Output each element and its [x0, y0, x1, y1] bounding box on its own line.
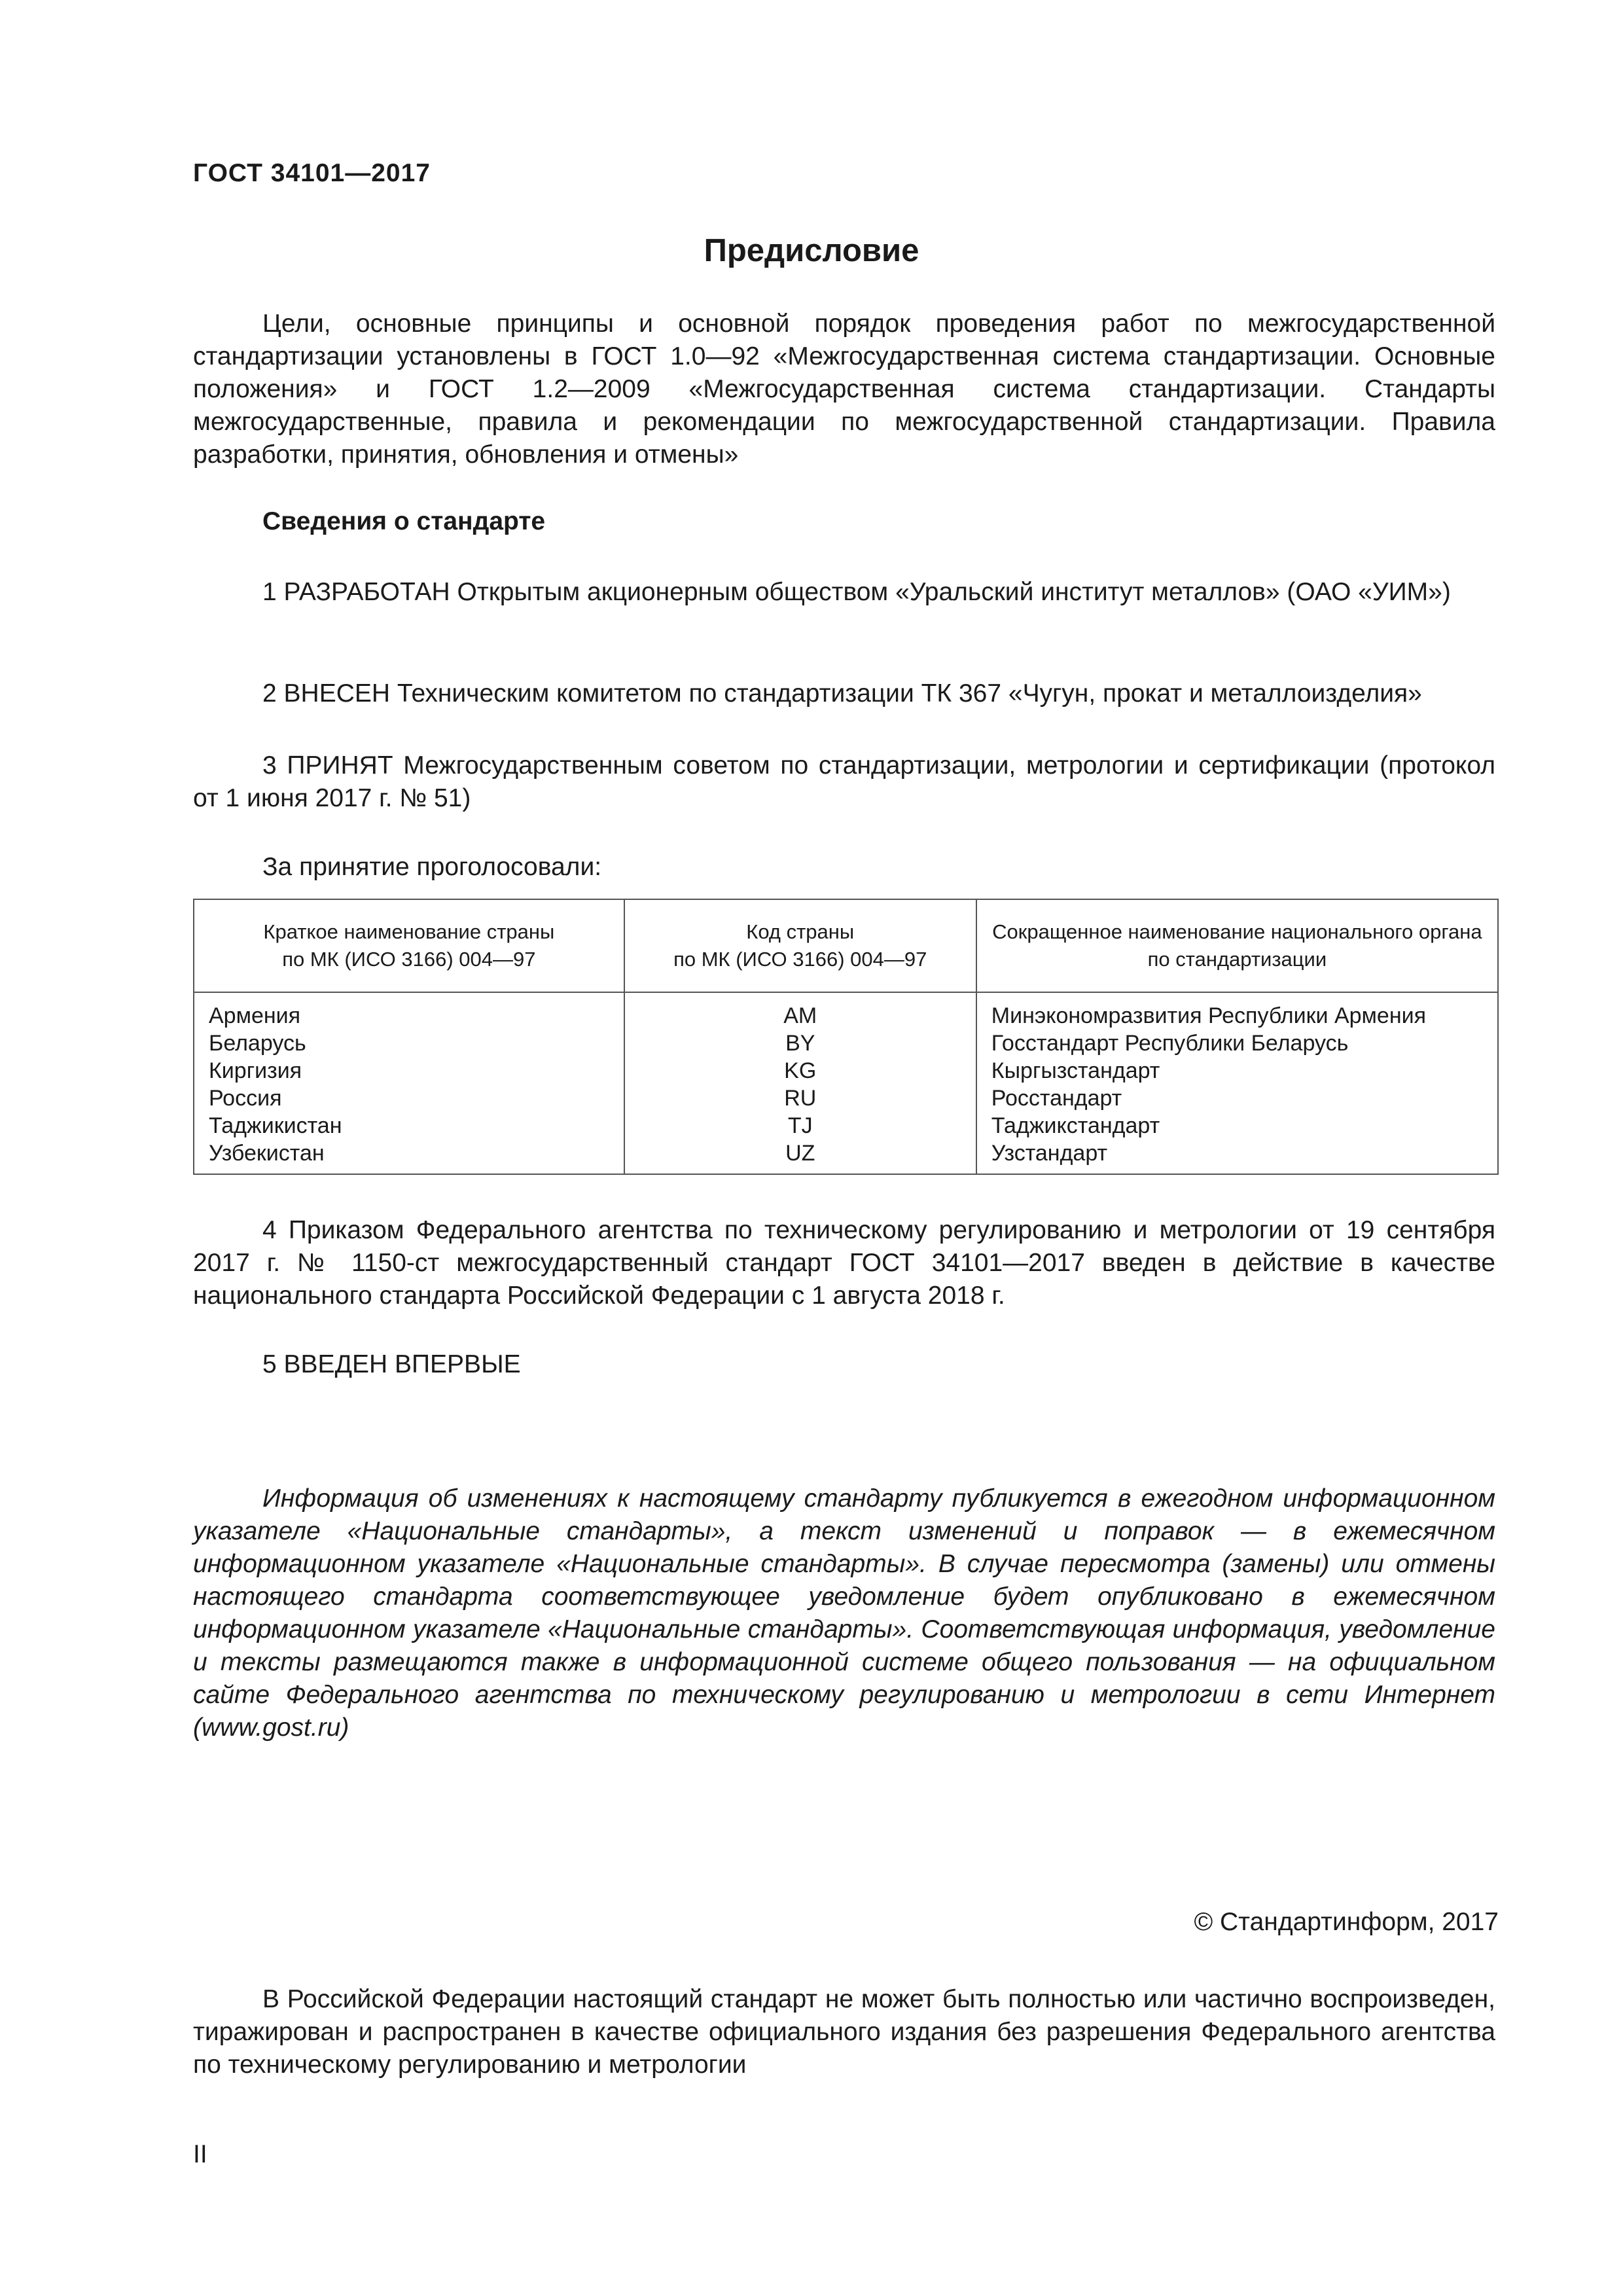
reproduction-notice-text: В Российской Федерации настоящий стандарт не может быть полностью или частично воспроизведен, тиражирован и распространен в качестве официального издания без разрешения Федерального агентства по техническому регулированию и метрологии	[193, 1985, 1495, 2079]
code-cell: KG	[784, 1058, 817, 1083]
body-cell: Росстандарт	[991, 1086, 1122, 1111]
item-first-text: 5 ВВЕДЕН ВПЕРВЫЕ	[262, 1350, 521, 1378]
intro-paragraph	[193, 308, 1495, 471]
document-code-header: ГОСТ 34101—2017	[193, 159, 431, 187]
body-cell: Минэкономразвития Республики Армения	[991, 1003, 1426, 1028]
country-cell: Армения	[209, 1003, 301, 1028]
item-adopted-text: 3 ПРИНЯТ Межгосударственным советом по стандартизации, метрологии и сертификации (протокол от 1 июня 2017 г. № 51)	[193, 751, 1495, 812]
body-cell: Узстандарт	[991, 1141, 1108, 1166]
voting-table	[193, 899, 1499, 1175]
item-adopted	[193, 749, 1495, 815]
item-first	[193, 1348, 1495, 1381]
code-column	[624, 992, 976, 1174]
page-title: Предисловие	[704, 233, 919, 268]
copyright: © Стандартинформ, 2017	[1194, 1908, 1499, 1936]
country-cell: Таджикистан	[209, 1113, 342, 1138]
code-cell: TJ	[787, 1113, 813, 1138]
header-body-line2: по стандартизации	[1147, 948, 1327, 971]
header-country	[194, 899, 624, 992]
code-cell: BY	[785, 1031, 815, 1056]
info-heading: Сведения о стандарте	[262, 507, 546, 535]
code-cell: AM	[783, 1003, 817, 1028]
country-cell: Узбекистан	[209, 1141, 325, 1166]
country-cell: Беларусь	[209, 1031, 306, 1056]
intro-text: Цели, основные принципы и основной порядок проведения работ по межгосударственной стандартизации установлены в ГОСТ 1.0—92 «Межгосударственная система стандартизации. Основные положения» и ГОСТ 1.2—2009 «Межгосударственная система стандартизации. Стандарты межгосударственные, правила и рекомендации по межгосударственной стандартизации. Правила разработки, принятия, обновления и отмены»	[193, 310, 1495, 469]
item-enacted-text: 4 Приказом Федерального агентства по техническому регулированию и метрологии от 19 сентября 2017 г. № 1150-ст межгосударственный стандарт ГОСТ 34101—2017 введен в действие в качестве национального стандарта Российской Федерации с 1 августа 2018 г.	[193, 1216, 1495, 1310]
vote-label: За принятие проголосовали:	[262, 853, 602, 881]
body-cell: Таджикстандарт	[991, 1113, 1160, 1138]
changes-info-text: Информация об изменениях к настоящему стандарту публикуется в ежегодном информационном указателе «Национальные стандарты», а текст изменений и поправок — в ежемесячном информационном указателе «Национальные стандарты». В случае пересмотра (замены) или отмены настоящего стандарта соответствующее уведомление будет опубликовано в ежемесячном информационном указателе «Национальные стандарты». Соответствующая информация, уведомление и тексты размещаются также в информационной системе общего пользования — на официальном сайте Федерального агентства по техническому регулированию и метрологии в сети Интернет (www.gost.ru)	[193, 1484, 1495, 1742]
header-country-line1: Краткое наименование страны	[263, 920, 555, 943]
header-code-line2: по МК (ИСО 3166) 004—97	[673, 948, 927, 971]
body-cell: Кыргызстандарт	[991, 1058, 1160, 1083]
item-developed	[193, 576, 1495, 609]
header-body-line1: Сокращенное наименование национального органа	[992, 920, 1482, 943]
page-number: II	[193, 2140, 207, 2168]
header-code	[624, 899, 976, 992]
table-header-row	[194, 899, 1498, 992]
code-cell: RU	[784, 1086, 817, 1111]
country-cell: Киргизия	[209, 1058, 302, 1083]
item-enacted	[193, 1214, 1495, 1312]
item-developed-text: 1 РАЗРАБОТАН Открытым акционерным обществом «Уральский институт металлов» (ОАО «УИМ»)	[262, 578, 1451, 606]
item-introduced	[193, 677, 1495, 710]
body-cell: Госстандарт Республики Беларусь	[991, 1031, 1349, 1056]
country-column	[194, 992, 624, 1174]
header-country-line2: по МК (ИСО 3166) 004—97	[282, 948, 536, 971]
item-introduced-text: 2 ВНЕСЕН Техническим комитетом по стандартизации ТК 367 «Чугун, прокат и металлоизделия»	[262, 679, 1422, 708]
body-column	[976, 992, 1498, 1174]
header-body	[976, 899, 1498, 992]
header-code-line1: Код страны	[746, 920, 855, 943]
code-cell: UZ	[785, 1141, 815, 1166]
table-body-row	[194, 992, 1498, 1174]
changes-info-paragraph	[193, 1482, 1495, 1744]
reproduction-notice	[193, 1983, 1495, 2081]
country-cell: Россия	[209, 1086, 282, 1111]
